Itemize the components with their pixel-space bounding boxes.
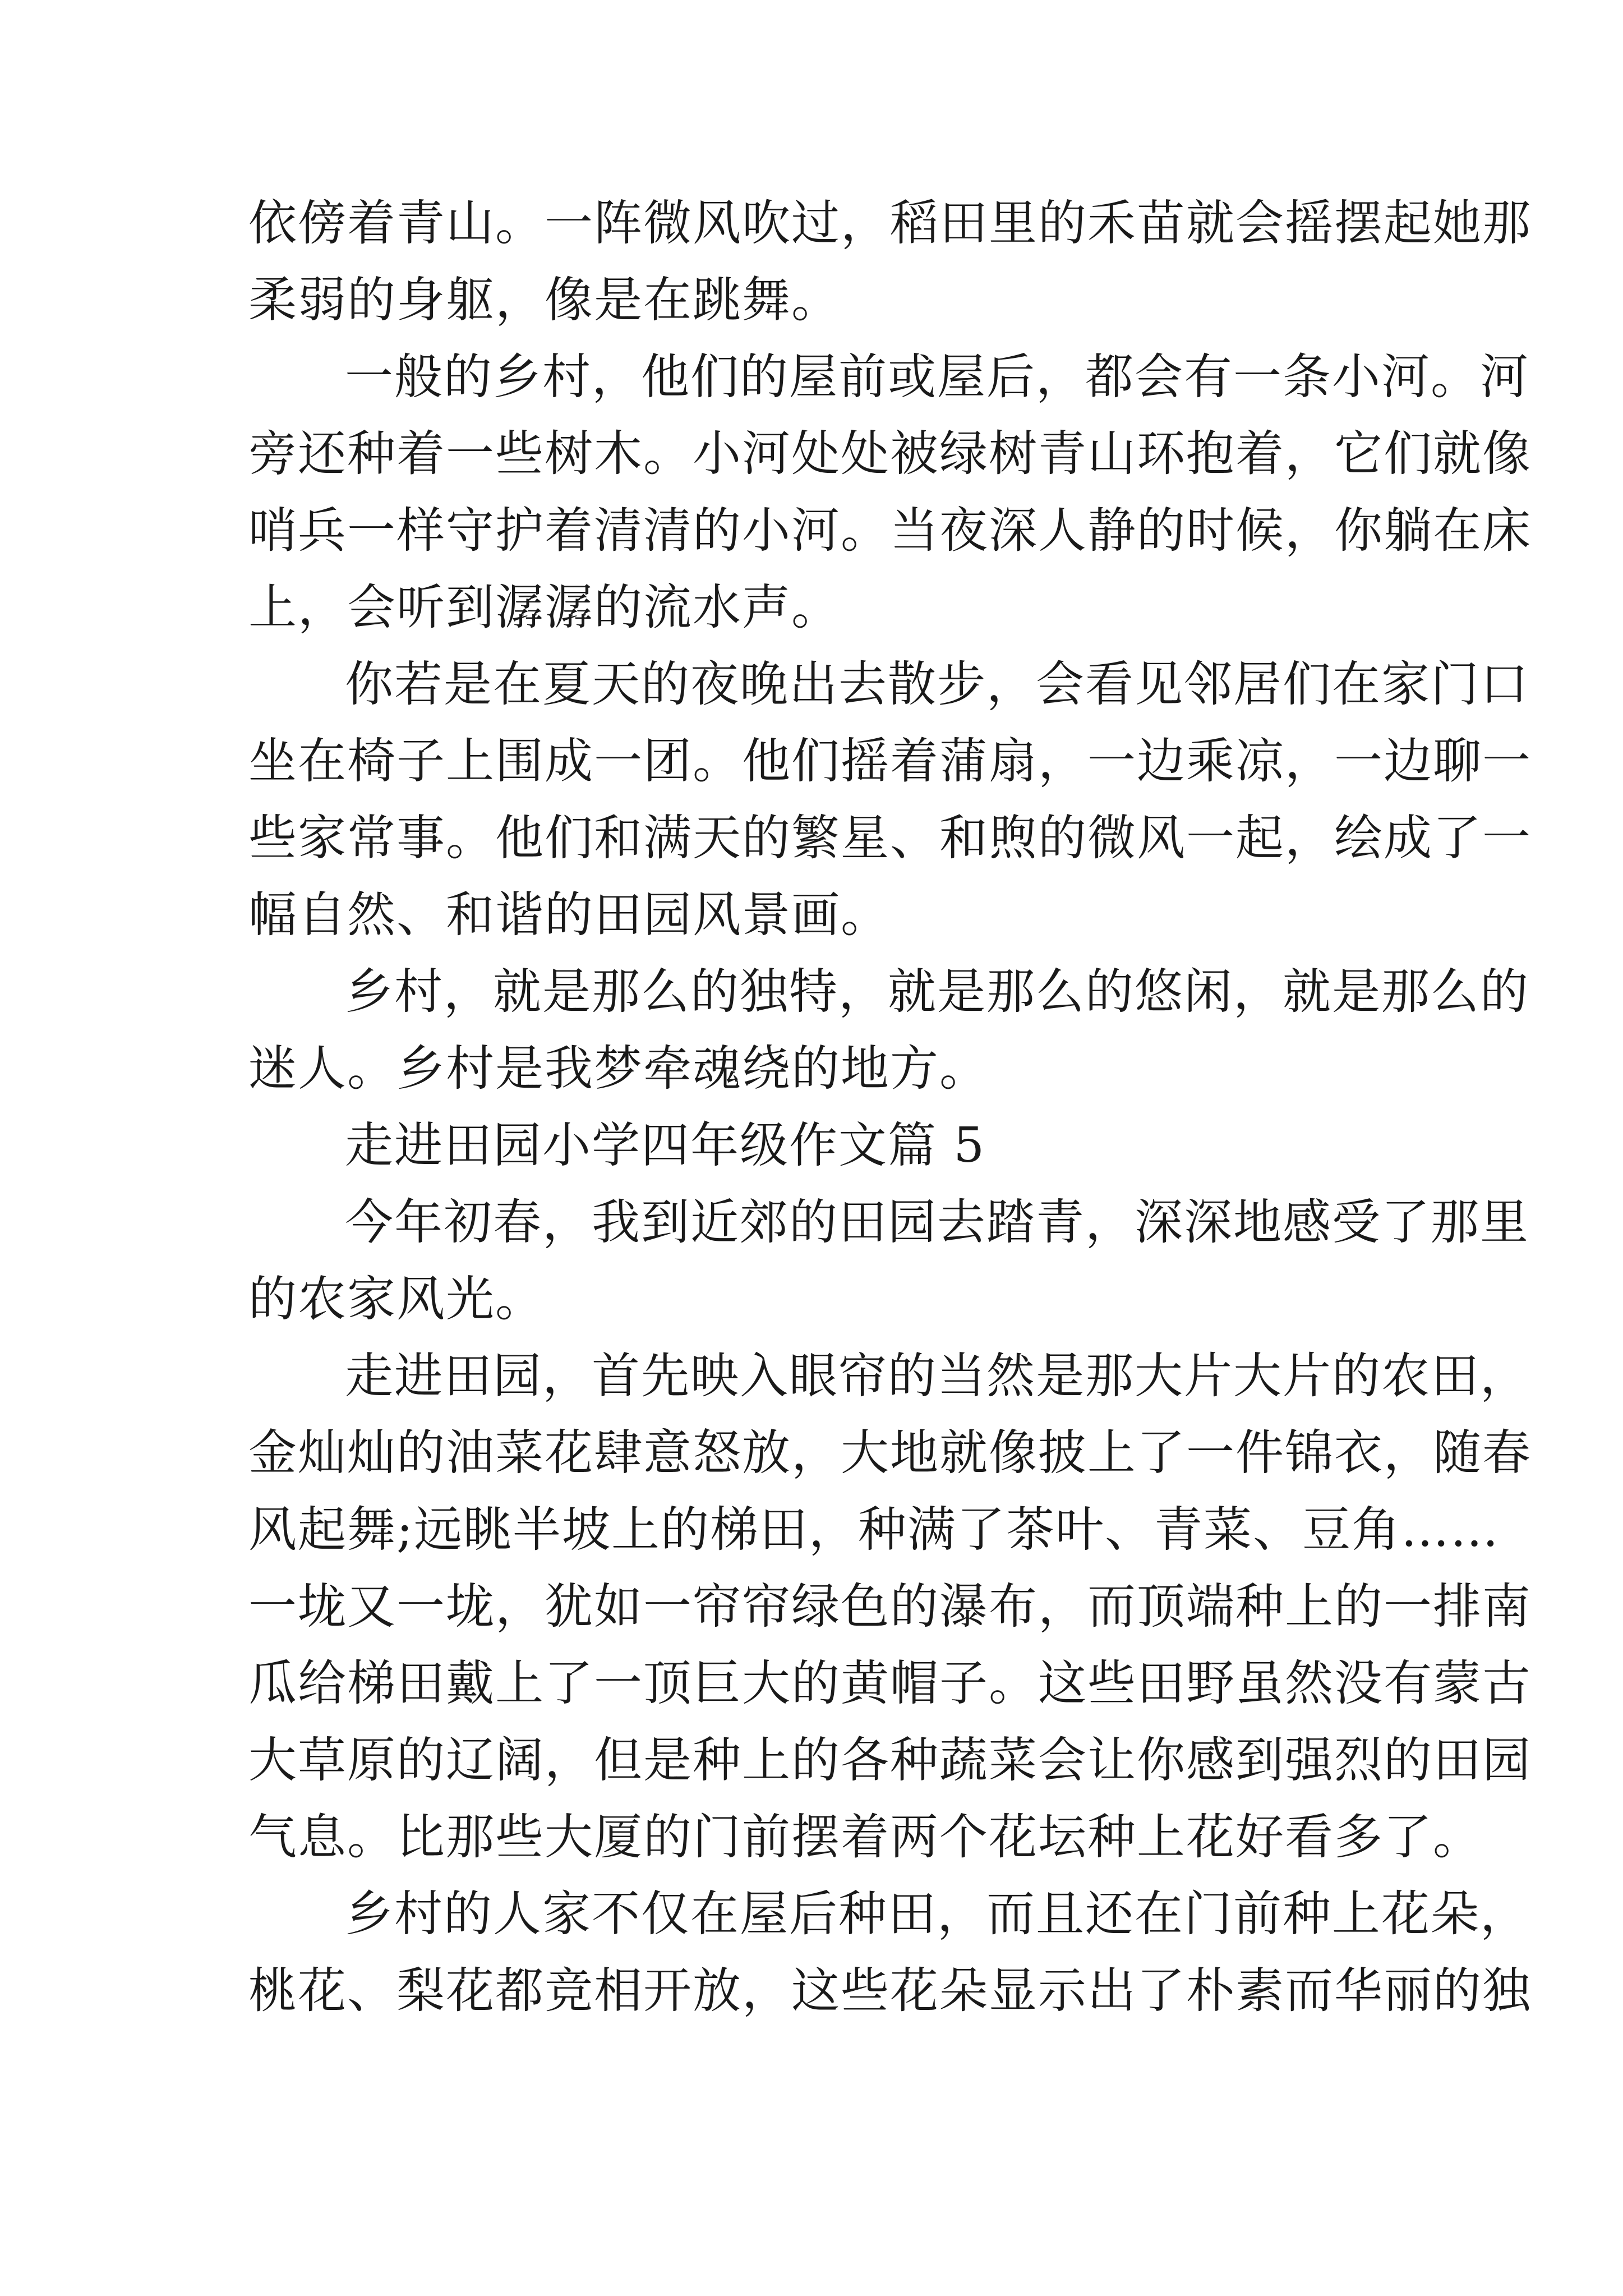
text-line: 乡村的人家不仅在屋后种田，而且还在门前种上花朵，: [345, 1886, 1529, 1942]
text-line: 幅自然、和谐的田园风景画。: [248, 887, 890, 943]
text-line: 柔弱的身躯，像是在跳舞。: [248, 272, 841, 328]
text-line: 旁还种着一些树木。小河处处被绿树青山环抱着，它们就像: [248, 426, 1532, 482]
text-line: 瓜给梯田戴上了一顶巨大的黄帽子。这些田野虽然没有蒙古: [248, 1655, 1532, 1711]
text-line: 迷人。乡村是我梦牵魂绕的地方。: [248, 1041, 989, 1097]
text-line: 的农家风光。: [248, 1271, 545, 1327]
text-line: 坐在椅子上围成一团。他们摇着蒲扇，一边乘凉，一边聊一: [248, 733, 1532, 789]
text-line: 走进田园小学四年级作文篇 5: [345, 1117, 986, 1174]
text-line: 依傍着青山。一阵微风吹过，稻田里的禾苗就会摇摆起她那: [248, 195, 1532, 251]
text-line: 走进田园，首先映入眼帘的当然是那大片大片的农田，: [345, 1348, 1529, 1404]
text-line: 一般的乡村，他们的屋前或屋后，都会有一条小河。河: [345, 349, 1529, 405]
text-line: 哨兵一样守护着清清的小河。当夜深人静的时候，你躺在床: [248, 503, 1532, 559]
text-line: 桃花、梨花都竞相开放，这些花朵显示出了朴素而华丽的独: [248, 1963, 1532, 2019]
body-text: [248, 185, 1532, 2030]
text-line: 些家常事。他们和满天的繁星、和煦的微风一起，绘成了一: [248, 810, 1532, 866]
text-line: 气息。比那些大厦的门前摆着两个花坛种上花好看多了。: [248, 1809, 1482, 1865]
text-line: 风起舞;远眺半坡上的梯田，种满了茶叶、青菜、豆角……: [248, 1502, 1500, 1558]
text-line: 金灿灿的油菜花肆意怒放，大地就像披上了一件锦衣，随春: [248, 1425, 1532, 1481]
text-line: 你若是在夏天的夜晚出去散步，会看见邻居们在家门口: [345, 656, 1529, 712]
text-line: 乡村，就是那么的独特，就是那么的悠闲，就是那么的: [345, 964, 1529, 1020]
text-line: 一垅又一垅，犹如一帘帘绿色的瀑布，而顶端种上的一排南: [248, 1579, 1532, 1635]
text-line: 大草原的辽阔，但是种上的各种蔬菜会让你感到强烈的田园: [248, 1732, 1532, 1788]
text-line: 今年初春，我到近郊的田园去踏青，深深地感受了那里: [345, 1194, 1529, 1250]
text-line: 上，会听到潺潺的流水声。: [248, 579, 841, 636]
